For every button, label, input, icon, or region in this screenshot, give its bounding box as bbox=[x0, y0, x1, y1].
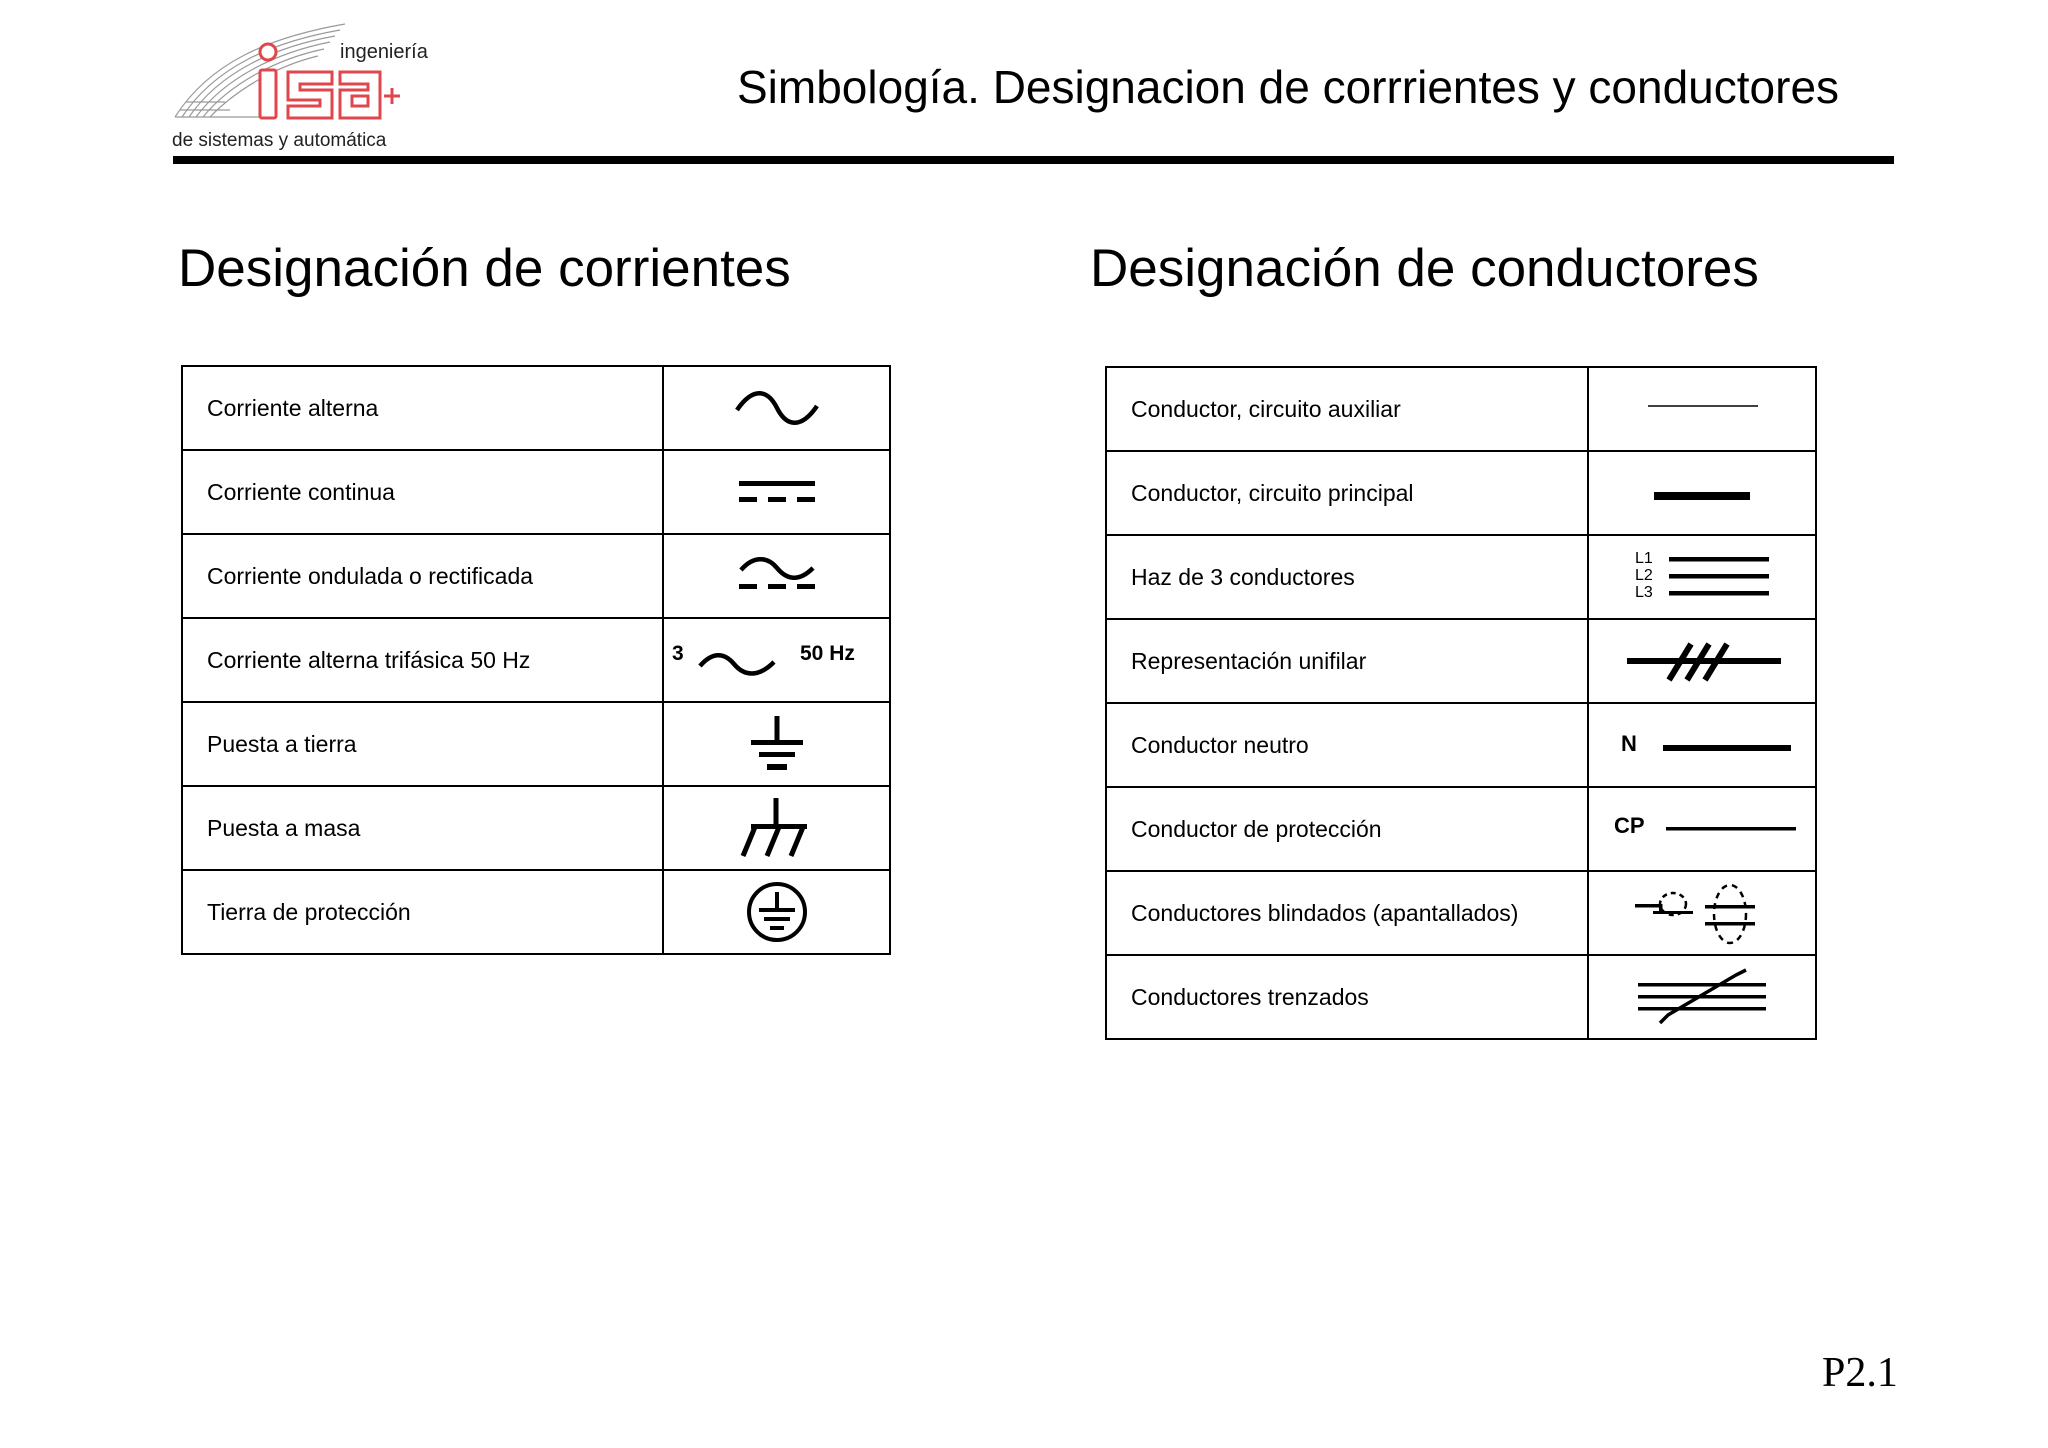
table-row bbox=[182, 450, 890, 534]
symbol-cell bbox=[663, 786, 890, 870]
symbol-cell bbox=[663, 534, 890, 618]
table-row bbox=[1106, 535, 1816, 619]
twisted-conductors-icon bbox=[1632, 967, 1772, 1027]
currents-table bbox=[181, 365, 891, 955]
row-label: Puesta a tierra bbox=[182, 702, 663, 786]
symbol-cell bbox=[663, 366, 890, 450]
shielded-conductors-icon bbox=[1627, 878, 1777, 948]
symbol-cell bbox=[663, 870, 890, 954]
row-label: Corriente alterna bbox=[182, 366, 663, 450]
table-row bbox=[1106, 955, 1816, 1039]
protective-conductor-icon bbox=[1602, 809, 1802, 849]
row-label: Conductores blindados (apantallados) bbox=[1106, 871, 1588, 955]
rectified-current-icon bbox=[737, 556, 817, 596]
ac-sine-icon bbox=[732, 388, 822, 428]
table-row bbox=[1106, 451, 1816, 535]
header-divider bbox=[173, 156, 1894, 164]
row-label: Tierra de protección bbox=[182, 870, 663, 954]
single-line-icon bbox=[1617, 636, 1787, 686]
line-label-l3: L3 bbox=[1635, 584, 1653, 601]
phase-count-text: 3 bbox=[671, 642, 684, 665]
header-title: Simbología. Designacion de corrrientes y conductores bbox=[737, 61, 1840, 113]
row-label: Conductor, circuito principal bbox=[1106, 451, 1588, 535]
table-row bbox=[182, 366, 890, 450]
table-row bbox=[1106, 619, 1816, 703]
protective-tag: CP bbox=[1614, 813, 1645, 838]
row-label: Conductores trenzados bbox=[1106, 955, 1588, 1039]
three-conductor-bundle-icon bbox=[1627, 547, 1777, 607]
symbol-cell bbox=[663, 450, 890, 534]
symbol-cell bbox=[1588, 871, 1816, 955]
earth-ground-icon bbox=[747, 714, 807, 774]
table-row bbox=[182, 534, 890, 618]
symbol-cell bbox=[663, 702, 890, 786]
conductors-section-title: Designación de conductores bbox=[1090, 239, 1759, 298]
row-label: Puesta a masa bbox=[182, 786, 663, 870]
chassis-ground-icon bbox=[737, 796, 817, 860]
table-row bbox=[1106, 787, 1816, 871]
line-label-l1: L1 bbox=[1635, 550, 1653, 567]
row-label: Corriente alterna trifásica 50 Hz bbox=[182, 618, 663, 702]
symbol-cell bbox=[663, 618, 890, 702]
symbol-cell bbox=[1588, 451, 1816, 535]
conductors-table bbox=[1105, 366, 1817, 1040]
table-row bbox=[1106, 367, 1816, 451]
dc-icon bbox=[737, 475, 817, 509]
row-label: Corriente continua bbox=[182, 450, 663, 534]
thick-line-icon bbox=[1642, 478, 1762, 508]
row-label: Conductor, circuito auxiliar bbox=[1106, 367, 1588, 451]
logo-top-text: ingeniería bbox=[340, 41, 428, 63]
symbol-cell bbox=[1588, 367, 1816, 451]
symbol-cell bbox=[1588, 535, 1816, 619]
row-label: Representación unifilar bbox=[1106, 619, 1588, 703]
symbol-cell bbox=[1588, 955, 1816, 1039]
row-label: Corriente ondulada o rectificada bbox=[182, 534, 663, 618]
page-number: P2.1 bbox=[1822, 1350, 1898, 1396]
table-row bbox=[1106, 871, 1816, 955]
logo-bottom-text: de sistemas y automática bbox=[172, 130, 387, 151]
isa-logo-graphic bbox=[170, 22, 440, 152]
three-phase-ac-icon bbox=[672, 638, 882, 682]
currents-section-title: Designación de corrientes bbox=[178, 239, 791, 298]
line-label-l2: L2 bbox=[1635, 567, 1653, 584]
table-row bbox=[182, 786, 890, 870]
frequency-text: 50 Hz bbox=[799, 642, 855, 665]
neutral-tag: N bbox=[1621, 731, 1637, 756]
protective-earth-icon bbox=[742, 880, 812, 944]
table-row bbox=[182, 702, 890, 786]
table-row bbox=[182, 870, 890, 954]
row-label: Haz de 3 conductores bbox=[1106, 535, 1588, 619]
thin-line-icon bbox=[1642, 394, 1762, 424]
row-label: Conductor de protección bbox=[1106, 787, 1588, 871]
symbol-cell bbox=[1588, 619, 1816, 703]
symbol-cell bbox=[1588, 787, 1816, 871]
table-row bbox=[182, 618, 890, 702]
isa-logo bbox=[170, 22, 440, 152]
table-row bbox=[1106, 703, 1816, 787]
row-label: Conductor neutro bbox=[1106, 703, 1588, 787]
neutral-conductor-icon bbox=[1607, 725, 1797, 765]
symbol-cell bbox=[1588, 703, 1816, 787]
